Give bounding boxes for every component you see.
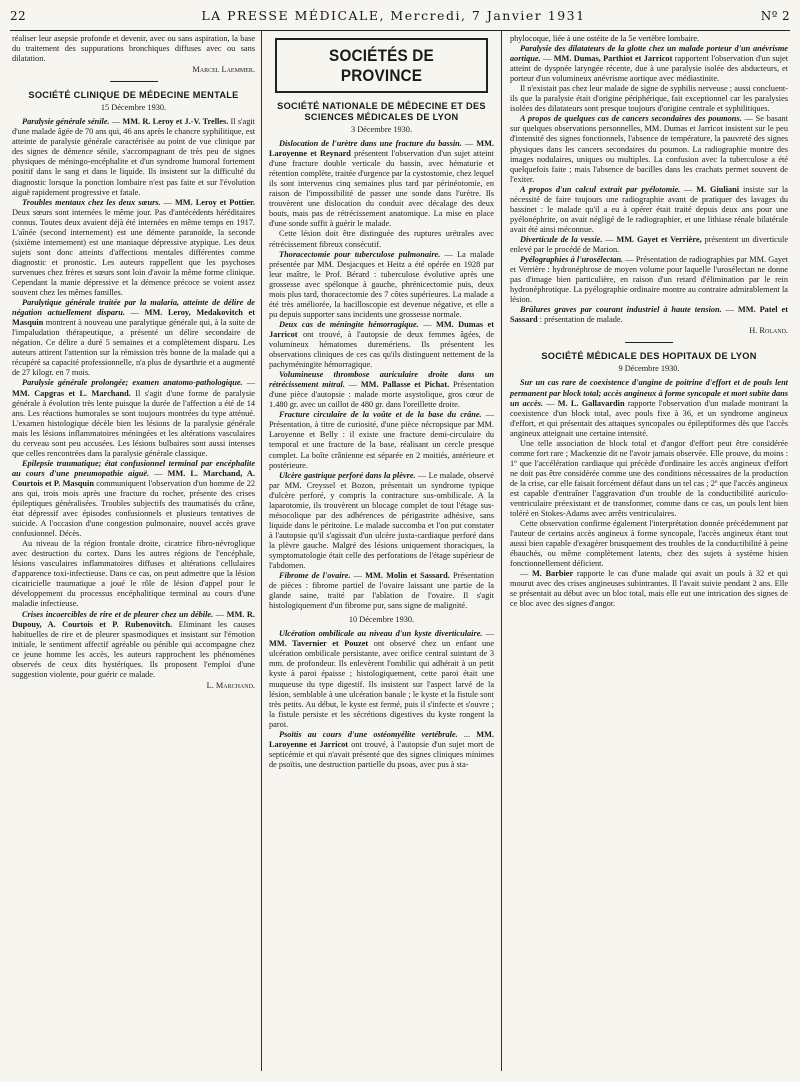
- article-title: Paralysie des dilatateurs de la glotte chez un malade porteur d'un anévrisme aortique.: [510, 44, 788, 64]
- column-1: [10, 31, 262, 1071]
- article-body: Présentation de pièces : fibrome partiel de l'ovaire laissant une partie de la glande saine, traité par l'ablation de l'ovaire. Il s'agit histologiquement d'un fibrome pur, sans signe de malignité.: [269, 571, 494, 611]
- page-header: [10, 0, 790, 31]
- article-title: Ulcère gastrique perforé dans la plèvre.: [279, 470, 416, 480]
- article-paragraph: Une telle association de block total et d'angor d'effort peut être considérée comme fort rare ; Mackenzie dit ne l'avoir jamais observée. Elle prouve, du moins : 1º que l'accélération cardiaque qui précède d'ordinaire les accès angineux d'effort ne doit pas être considérée comme une des conditions nécessaires de la production de la crise, car elle faisait forcément défaut dans un tel cas ; 2º que l'accès angineux est capable d'entraîner l'aggravation d'un trouble de la conductibilité auriculo-ventriculaire préexistant et de transformer, comme dans ce cas, un pouls lent bien toléré en Stokes-Adams avec arrêts ventriculaires.: [510, 438, 788, 519]
- article: Paralysie générale prolongée; examen anatomo-pathologique. — MM. Capgras et L. Marchand. Il s'agit d'une forme de paralysie générale à évolution très lente puisque la durée de l'affection a été de 14 ans. Les réactions humorales se sont toujours montrées du type atténué. L'examen histologique décèle bien les lésions de la paralysie générale mais les lésions inflammatoires méningées et les altérations vasculaires du cerveau sont peu accusées. Les lésions bulbaires sont aussi intenses que celles rencontrées dans la paralysie générale classique.: [12, 378, 255, 458]
- article-body: Il s'agit d'une malade âgée de 70 ans qui, 46 ans après le chancre syphilitique, est atteinte de paralysie générale caractérisée au point de vue clinique par des signes de démence sénile, s'accompagnant de très peu de signes physiques de méningo-encéphalite et d'un syndrome humoral fortement positif dans le sang et dans le liquide. Ils insistent sur la difficulté du diagnostic lorsque la ponction lombaire n'est pas faite et sur l'évolution aiguë rapidement progressive et fatale.: [12, 117, 255, 197]
- article-authors: MM. Gayet et Verrière,: [616, 234, 702, 244]
- article-body: ont observé chez un enfant une ulcération ombilicale persistante, avec orifice central suintant de 3 mm. de profondeur. Ils enlevèrent l'ombilic qui adhérait à un petit kyste à paroi épaisse ; histologiquement, cette paroi était une muqueuse du type digestif. Ils insistent sur l'aspect larvé de la lésion, semblable à une ulcération banale ; le kyste et la fistule sont très petits. Au début, le kyste est fermé, puis il s'infecte et s'ouvre ; la fistule persiste et les sécrétions digestives du kyste rongent la paroi.: [269, 639, 494, 729]
- article-body: insiste sur la nécessité de faire toujours une radiographie avant de pratiquer des lavages du bassinet : le malade qu'il a eu à opérer était traité depuis deux ans pour une pyélonéphrite, on avait négligé de le radiographier, et une lithiase rénale bilatérale avait été ainsi méconnue.: [510, 184, 788, 234]
- article-body: présentent l'observation d'un sujet atteint d'une fracture double verticale du bassin, avec hématurie et rétention complète, traitée d'urgence par la cystostomie, chez lequel ils sont intervenus cinq semaines plus tard par périnéotomie, en raison de l'impossibilité de passer une sonde dans l'urètre. Ils trouvèrent une dislocation du conduit avec décalage des deux bouts, mais pas de rétrécissement anatomique. La mise en place d'une sonde suffit à guérir le malade.: [269, 149, 494, 229]
- article-title: Psoïtis au cours d'une ostéomyélite vertébrale.: [279, 729, 458, 739]
- article-body: Le malade, observé par MM. Creyssel et Bozon, présentait un syndrome typique d'ulcère perforé, y compris la contracture sus-ombilicale. A la laparotomie, ils trouvèrent un blocage complet de tout l'étage sus-mésocolique par des adhérences de périgastrite adhésive, sans liquide dans le péritoine. Le malade succomba et l'on put constater à l'autopsie qu'il s'agissait d'un ulcère juxta-cardiaque perforé dans la plèvre gauche. Malgré des lésions uniquement thoraciques, la symptomatologie était celle des perforations de l'étage supérieur de l'abdomen.: [269, 470, 494, 571]
- article-title: Ulcération ombilicale au niveau d'un kyste diverticulaire.: [279, 629, 483, 639]
- article: Diverticule de la vessie. — MM. Gayet et Verrière, présentent un diverticule enlevé par le procédé de Marion.: [510, 234, 788, 254]
- article-body: La malade présentée par MM. Desjacques et Heitz a été opérée en 1928 par leur maître, le Prof. Bérard : tuberculose évolutive après une grossesse avec spélonque à gauche, phrénicectomie puis, deux mois plus tard, thoracectomie des 7 côtes supérieures. La malade a été très améliorée, la bacilloscopie est devenue négative, et elle a pu depuis supporter sans incidents une grossesse normale.: [269, 249, 495, 319]
- article-body: Présentation d'une pièce d'autopsie : malade morte asystolique, gros cœur de 1.480 gr. avec un caillot de 480 gr. dans l'oreillette droite.: [269, 380, 494, 410]
- article: Psoïtis au cours d'une ostéomyélite vertébrale. ... MM. Laroyenne et Jarricot ont trouvé, à l'autopsie d'un sujet mort de septicémie et qui n'avait présenté que des signes cliniques minimes de psoïtis, une destruction partielle du psoas, avec pus à sta-: [269, 729, 495, 769]
- article-title: Fracture circulaire de la voûte et de la base du crâne.: [279, 410, 482, 420]
- article-body: Se basant sur quelques observations personnelles, MM. Dumas et Jarricot insistent sur le peu d'intensité des signes fonctionnels, l'absence de température, la pauvreté des signes physiques dans les cancers secondaires du poumon. La radiographie montre des images nodulaires, uniques ou multiples. La confusion avec la tuberculose a été quelquefois faite ; mais l'absence de bacilles dans les crachats permet souvent de l'exiter.: [510, 114, 788, 184]
- article: Brûlures graves par courant industriel à haute tension. — MM. Patel et Sassard : présentation de malade.: [510, 305, 788, 325]
- article-title: Paralysie générale sénile.: [22, 117, 110, 127]
- article-authors: MM. Dumas, Parthiot et Jarricot: [553, 54, 673, 64]
- article: Ulcération ombilicale au niveau d'un kyste diverticulaire. — MM. Tavernier et Pouzet ont observé chez un enfant une ulcération ombilicale persistante, avec orifice central suintant de 3 mm. de profondeur. Ils enlevèrent l'ombilic qui adhérait à un petit kyste à paroi épaisse ; histologiquement, cette paroi était une muqueuse du type digestif. Ils insistent sur l'aspect larvé de la lésion, semblable à une ulcération banale ; le kyste et la fistule sont très petits. Au début, le kyste est fermé, puis il s'infecte et s'ouvre ; la fistule persiste et les sécrétions digestives du kyste rongent la paroi.: [269, 629, 494, 729]
- article-title: Fibrome de l'ovaire.: [279, 571, 351, 581]
- signature: L. Marchand.: [206, 680, 255, 690]
- article-paragraph: Cette lésion doit être distinguée des ruptures urétrales avec rétrécissement fibreux consécutif.: [269, 229, 494, 249]
- article-title: Volumineuse thrombose auriculaire droite dans un rétrécissement mitral.: [269, 370, 494, 390]
- article: A propos d'un calcul extrait par pyélotomie. — M. Giuliani insiste sur la nécessité de faire toujours une radiographie avant de pratiquer des lavages du bassinet : le malade qu'il a eu à opérer était traité depuis deux ans pour une pyélonéphrite, on avait négligé de le radiographier, et une lithiase rénale bilatérale avait été ainsi méconnue.: [510, 184, 788, 234]
- article: Paralysie des dilatateurs de la glotte chez un malade porteur d'un anévrisme aortique. — MM. Dumas, Parthiot et Jarricot rapportent l'observation d'un sujet atteint de dyspnée laryngée récente, due à une paralysie isolée des abducteurs, et porteur d'un volumineux anévrisme aortique avec médiastinite.: [510, 44, 789, 84]
- article-body: montrent à nouveau une paralytique générale qui, à la suite de l'impaludation thérapeutique, a présenté un délire secondaire de négation. Ce délire a duré 5 semaines et a complètement disparu. Les auteurs attirent l'attention sur la rémission très bonne de la malade qui a récupéré sa capacité professionnelle, n'a plus de dysarthrie et a augmenté de 27 kilogr. en 7 mois.: [12, 318, 256, 378]
- article: Dislocation de l'urètre dans une fracture du bassin. — MM. Laroyenne et Reynard présentent l'observation d'un sujet atteint d'une fracture double verticale du bassin, avec hématurie et rétention complète, traitée d'urgence par la cystostomie, chez lequel ils sont intervenus cinq semaines plus tard par périnéotomie, en raison de l'impossibilité de passer une sonde dans l'urètre. Ils trouvèrent une dislocation du conduit avec décalage des deux bouts, mais pas de rétrécissement anatomique. La mise en place d'une sonde suffit à guérir le malade.: [269, 139, 494, 229]
- signature: Marcel Laemmer.: [192, 65, 255, 75]
- intro-paragraph: réaliser leur asepsie profonde et devenir, avec ou sans aspiration, la base du traitement des suppurations bronchiques diffuses avec ou sans dilatation.: [12, 34, 255, 64]
- section-date: 9 Décembre 1930.: [618, 364, 680, 374]
- article-title: Dislocation de l'urètre dans une fracture du bassin.: [279, 139, 462, 149]
- article-title: Troubles mentaux chez les deux sœurs.: [22, 197, 161, 207]
- article-authors: MM. Pallasse et Pichat.: [360, 380, 450, 390]
- article-authors: MM. R. Leroy et J.-V. Trelles.: [122, 117, 229, 127]
- issue-number: Nº 2: [760, 9, 790, 23]
- section-date: 3 Décembre 1930.: [350, 125, 413, 134]
- article-body: rapportent l'observation d'un sujet atteint de dyspnée laryngée récente, due à une paralysie isolée des abducteurs, et porteur d'un volumineux anévrisme aortique avec médiastinite.: [510, 54, 789, 84]
- article-body: : présentation de malade.: [539, 315, 623, 325]
- column-2: [262, 31, 502, 1071]
- article: Fracture circulaire de la voûte et de la base du crâne. — Présentation, à titre de curiosité, d'une pièce nécropsique par MM. Laroyenne et Belly : il existe une fracture demi-circulaire du temporal et une fracture de la base, réalisant un cercle presque complet. La boîte crânienne est séparée en 2 moitiés, antérieure et postérieure.: [269, 410, 495, 470]
- article: Crises incoercibles de rire et de pleurer chez un débile. — MM. R. Dupouy, A. Courtois et P. Rubenovitch. Eliminant les causes habituelles de rire et de pleurer spasmodiques et insistant sur l'émotion initiale, le sentiment affectif agréable ou pénible qui accompagne chez ce jeune homme les accès, les auteurs rapprochent les phénomènes observés de ceux dits hystériques. Ils proposent l'emploi d'une suggestion violente, pour guérir ce malade.: [12, 609, 255, 679]
- article-title: Paralysie générale prolongée; examen anatomo-pathologique.: [22, 378, 243, 388]
- article-title: Thoracectomie pour tuberculose pulmonaire.: [279, 249, 441, 259]
- publication-title: LA PRESSE MÉDICALE, Mercredi, 7 Janvier 1931: [201, 8, 586, 23]
- section-title: SOCIÉTÉ NATIONALE DE MÉDECINE ET DES SCIENCES MÉDICALES DE LYON: [277, 101, 486, 122]
- article-authors: MM. Capgras et L. Marchand.: [12, 388, 131, 398]
- section-date: 15 Décembre 1930.: [100, 103, 167, 113]
- divider: [110, 81, 158, 82]
- article-authors: MM. Leroy, Medakovitch et Masquin: [12, 308, 255, 328]
- section-date: 10 Décembre 1930.: [348, 615, 415, 625]
- article-title: Paralytique générale traitée par la malaria, atteinte de délire de négation actuellement disparu.: [12, 298, 255, 318]
- article-title: Diverticule de la vessie.: [520, 234, 603, 244]
- article-title: Epilepsie traumatique; état confusionnel terminal par encéphalite au cours d'une pneumopathie aiguë.: [12, 458, 255, 478]
- article-authors: MM. L. Marchand, A. Courtois et P. Masquin: [12, 468, 255, 488]
- columns: [10, 31, 790, 1071]
- article-authors: M. Barbier: [531, 569, 574, 579]
- column-3: [502, 31, 790, 1071]
- article-body: Présentation de radiographies par MM. Gayet et Verrière : hydronéphrose de moyen volume pour laquelle l'urosélectan ne donne pas d'image bien particulière, en raison d'un retard d'élimination par le rein hydronéphrotique. La pyélographie ordinaire montre au contraire admirablement la lésion.: [510, 255, 789, 305]
- article-body: Deux sœurs sont internées le même jour. Pas d'antécédents héréditaires connus. Toutes deux avaient déjà été internées en même temps en 1917. L'aînée (second internement) est une démente paranoïde, la seconde (sixième internement) est une maniaque dépressive atypique. Les deux sujets sont donc atteints d'affections mentales différentes comme diagnostic et pronostic. Les auteurs rappellent que les psychoses survenues chez frères et sœurs sont loin d'avoir la même forme clinique. Cependant la manie dépressive et la démence précoce se voient assez souvent chez les mêmes familles.: [12, 207, 255, 298]
- section-title: SOCIÉTÉ MÉDICALE DES HOPITAUX DE LYON: [541, 351, 757, 362]
- article-title: Crises incoercibles de rire et de pleurer chez un débile.: [22, 609, 214, 619]
- article-title: A propos d'un calcul extrait par pyélotomie.: [520, 184, 681, 194]
- article-paragraph: Cette observation confirme également l'interprétation donnée précédemment par l'auteur de certains accès angineux à forme syncopale, l'accès angineux étant tout aussi bien capable d'exagérer brusquement des troubles de la conductibilité à peine ébauchés, ou même complètement latents, chez des sujets à système hisien fonctionnellement déficient.: [510, 519, 788, 569]
- article: Troubles mentaux chez les deux sœurs. — MM. Leroy et Pottier. Deux sœurs sont internées le même jour. Pas d'antécédents héréditaires connus. Toutes deux avaient déjà été internées en même temps en 1917. L'aînée (second internement) est une démente paranoïde, la seconde (sixième internement) est une maniaque dépressive atypique. Les deux sujets sont donc atteints d'affections mentales différentes comme diagnostic et pronostic. Les auteurs rappellent que les psychoses survenues chez frères et sœurs sont loin d'avoir la même forme clinique. Cependant la manie dépressive et la démence précoce se voient assez souvent chez les mêmes familles.: [12, 197, 255, 298]
- article: Paralytique générale traitée par la malaria, atteinte de délire de négation actuellement disparu. — MM. Leroy, Medakovitch et Masquin montrent à nouveau une paralytique générale qui, à la suite de l'impaludation thérapeutique, a présenté un délire secondaire de négation. Ce délire a duré 5 semaines et a complètement disparu. Les auteurs attirent l'attention sur la rémission très bonne de la malade qui a récupéré sa capacité professionnelle, n'a plus de dysarthrie et a augmenté de 27 kilogr. en 7 mois.: [12, 298, 256, 378]
- article-title: Deux cas de méningite hémorragique.: [279, 319, 419, 329]
- article: Deux cas de méningite hémorragique. — MM. Dumas et Jarricot ont trouvé, à l'autopsie de deux femmes âgées, de volumineux hématomes duremériens. Ils présentent les observations cliniques de ces cas qu'ils distinguent nettement de la pachyméningite hémorragique.: [269, 319, 494, 370]
- article-authors: MM. Laroyenne et Jarricot: [269, 729, 495, 749]
- article: Ulcère gastrique perforé dans la plèvre. — Le malade, observé par MM. Creyssel et Bozon, présentait un syndrome typique d'ulcère perforé, y compris la contracture sus-ombilicale. A la laparotomie, ils trouvèrent un blocage complet de tout l'étage sus-mésocolique par des adhérences de périgastrite adhésive, sans liquide dans le péritoine. Le malade succomba et l'on put constater à l'autopsie qu'il s'agissait d'un ulcère juxta-cardiaque perforé dans la plèvre gauche. Malgré des lésions uniquement thoraciques, la symptomatologie était celle des perforations de l'étage supérieur de l'abdomen.: [269, 470, 494, 571]
- page-number: 22: [10, 9, 27, 23]
- article: A propos de quelques cas de cancers secondaires des poumons. — Se basant sur quelques observations personnelles, MM. Dumas et Jarricot insistent sur le peu d'intensité des signes fonctionnels, l'absence de température, la pauvreté des signes physiques dans les cancers secondaires du poumon. La radiographie montre des images nodulaires, uniques ou multiples. La confusion avec la tuberculose a été quelquefois faite ; mais l'absence de bacilles dans les crachats permet souvent de l'exiter.: [510, 114, 788, 184]
- divider: [625, 342, 673, 343]
- article-body: communiquent l'observation d'un homme de 22 ans qui, trois mois après une fracture du rocher, présente des crises épileptiques généralisées. Troubles subjectifs des traumatisés du crâne, état dépressif avec épisodes confusionnels et plusieurs tentatives de suicide. A l'occasion d'une congestion pulmonaire, nouvel accès grave confusionnel. Décès.: [12, 478, 256, 539]
- article: Thoracectomie pour tuberculose pulmonaire. — La malade présentée par MM. Desjacques et Heitz a été opérée en 1928 par leur maître, le Prof. Bérard : tuberculose évolutive après une grossesse avec spélonque à gauche, phrénicectomie puis, deux mois plus tard, thoracectomie des 7 côtes supérieures. La malade a été très améliorée, la bacilloscopie est devenue négative, et elle a pu depuis supporter sans incidents une grossesse normale.: [269, 249, 495, 319]
- article: Pyélographies à l'urosélectan. — Présentation de radiographies par MM. Gayet et Verrière : hydronéphrose de moyen volume pour laquelle l'urosélectan ne donne pas d'image bien particulière, en raison d'un retard d'élimination par le rein hydronéphrotique. La pyélographie ordinaire montre au contraire admirablement la lésion.: [510, 255, 789, 305]
- headline: SOCIÉTÉS DE PROVINCE: [329, 46, 434, 85]
- article: Sur un cas rare de coexistence d'angine de poitrine d'effort et de pouls lent permanent par block total; accès angineux à forme syncopale et mort subite dans un accès. — M. L. Gallavardin rapporte l'observation d'un malade montrant la coexistence d'un block total, avec pouls fixe à 36, et un syndrome angineux d'effort, et qui présentait des attaques syncopales ou épileptiformes dès que l'accès angineux atteignait une certaine intensité.: [510, 378, 788, 438]
- article: Volumineuse thrombose auriculaire droite dans un rétrécissement mitral. — MM. Pallasse et Pichat. Présentation d'une pièce d'autopsie : malade morte asystolique, gros cœur de 1.480 gr. avec un caillot de 480 gr. dans l'oreillette droite.: [269, 370, 494, 410]
- article-title: Sur un cas rare de coexistence d'angine de poitrine d'effort et de pouls lent permanent par block total; accès angineux à forme syncopale et mort subite dans un accès.: [510, 378, 788, 408]
- article: Paralysie générale sénile. — MM. R. Leroy et J.-V. Trelles. Il s'agit d'une malade âgée de 70 ans qui, 46 ans après le chancre syphilitique, est atteinte de paralysie générale caractérisée au point de vue clinique par des signes de démence sénile, s'accompagnant de très peu de signes physiques de méningo-encéphalite et d'un syndrome humoral fortement positif dans le sang et dans le liquide. Ils insistent sur la difficulté du diagnostic lorsque la ponction lombaire n'est pas faite et sur l'évolution aiguë rapidement progressive et fatale.: [12, 117, 255, 197]
- article-paragraph: Au niveau de la région frontale droite, cicatrice fibro-névroglique avec destruction du cortex. Dans les autres régions de l'encéphale, lésions vasculaires inflammatoires diffuses et altérations cellulaires d'apparence toxi-infectieuse. Dans ce cas, on peut admettre que la lésion cicatricielle traumatique a joué le rôle de lésion d'appel pour le développement du processus encéphalitique terminal au cours d'une maladie infectieuse.: [12, 539, 255, 609]
- article-body: présentent un diverticule enlevé par le procédé de Marion.: [510, 234, 788, 254]
- article-title: Brûlures graves par courant industriel à haute tension.: [520, 305, 722, 315]
- article-paragraph: Il n'existait pas chez leur malade de signe de syphilis nerveuse ; aussi concluent-ils que la paralysie était d'origine périphérique, fait exceptionnel car les paralysies isolées des dilatateurs sont presque toujours d'origine centrale et syphilitiques.: [510, 84, 788, 114]
- article: Fibrome de l'ovaire. — MM. Molin et Sassard. Présentation de pièces : fibrome partiel de l'ovaire laissant une partie de la glande saine, traité par l'ablation de l'ovaire. Il s'agit histologiquement d'un fibrome pur, sans signe de malignité.: [269, 571, 494, 611]
- article-body: Présentation, à titre de curiosité, d'une pièce nécropsique par MM. Laroyenne et Belly : il existe une fracture demi-circulaire du temporal et une fracture de la base, réalisant un cercle presque complet. La boîte crânienne est séparée en 2 moitiés, antérieure et postérieure.: [269, 420, 494, 470]
- article-body: Eliminant les causes habituelles de rire et de pleurer spasmodiques et insistant sur l'émotion initiale, le sentiment affectif agréable ou pénible qui accompagne chez ce jeune homme les accès, les auteurs rapprochent les phénomènes observés de ceux dits hystériques. Ils proposent l'emploi d'une suggestion violente, pour guérir ce malade.: [12, 619, 255, 679]
- article-authors: MM. Dumas et Jarricot: [269, 319, 494, 339]
- article-body: rapporte l'observation d'un malade montrant la coexistence d'un block total, avec pouls fixe à 36, et un syndrome angineux d'effort, et qui présentait des attaques syncopales ou épileptiformes dès que l'accès angineux atteignait une certaine intensité.: [510, 398, 788, 438]
- article-authors: MM. Tavernier et Pouzet: [269, 639, 369, 649]
- article-authors: MM. Leroy et Pottier.: [174, 197, 255, 207]
- article: Epilepsie traumatique; état confusionnel terminal par encéphalite au cours d'une pneumopathie aiguë. — MM. L. Marchand, A. Courtois et P. Masquin communiquent l'observation d'un homme de 22 ans qui, trois mois après une fracture du rocher, présente des crises épileptiques généralisées. Troubles subjectifs des traumatisés du crâne, état dépressif avec épisodes confusionnels et plusieurs tentatives de suicide. A l'occasion d'une congestion pulmonaire, nouvel accès grave confusionnel. Décès.: [12, 458, 256, 539]
- article-authors: M. L. Gallavardin: [557, 398, 625, 408]
- article-authors: MM. Patel et Sassard: [510, 305, 788, 325]
- article-authors: MM. Laroyenne et Reynard: [269, 139, 494, 159]
- article-body: ont trouvé, à l'autopsie d'un sujet mort de septicémie et qui n'avait présenté que des signes cliniques minimes de psoïtis, une destruction partielle du psoas, avec pus à sta-: [269, 739, 495, 769]
- continued-text: phylocoque, liée à une ostéite de la 5e vertèbre lombaire.: [510, 34, 700, 43]
- article: — M. Barbier rapporte le cas d'une malade qui avait un pouls à 32 et qui mourut avec des crises angineuses subintrantes. Il l'avait suivie pendant 2 ans. Elle se présentait au début avec un bloc total, mais elle eut une intrication des signes de ce bloc avec des signes d'angor.: [510, 569, 789, 609]
- article-title: Pyélographies à l'urosélectan.: [520, 255, 624, 265]
- article-authors: MM. R. Dupouy, A. Courtois et P. Rubenovitch.: [12, 609, 255, 629]
- article-body: ont trouvé, à l'autopsie de deux femmes âgées, de volumineux hématomes duremériens. Ils présentent les observations cliniques de ces cas qu'ils distinguent nettement de la pachyméningite hémorragique.: [269, 329, 494, 370]
- article-title: A propos de quelques cas de cancers secondaires des poumons.: [520, 114, 742, 124]
- article-body: Il s'agit d'une forme de paralysie générale à évolution très lente puisque la durée de l'affection a été de 14 ans. Les réactions humorales se sont toujours montrées du type atténué. L'examen histologique décèle bien les lésions de la paralysie générale mais les lésions inflammatoires méningées et les altérations vasculaires du cerveau sont peu accusées. Les lésions bulbaires sont aussi intenses que celles rencontrées dans la paralysie générale classique.: [12, 388, 255, 458]
- article-body: rapporte le cas d'une malade qui avait un pouls à 32 et qui mourut avec des crises angineuses subintrantes. Il l'avait suivie pendant 2 ans. Elle se présentait au début avec un bloc total, mais elle eut une intrication des signes de ce bloc avec des signes d'angor.: [510, 569, 789, 609]
- headline-box: [275, 38, 488, 93]
- article-authors: MM. Molin et Sassard.: [365, 571, 450, 581]
- signature: H. Roland.: [749, 326, 788, 336]
- article-authors: M. Giuliani: [696, 184, 740, 194]
- section-title: SOCIÉTÉ CLINIQUE DE MÉDECINE MENTALE: [28, 90, 239, 101]
